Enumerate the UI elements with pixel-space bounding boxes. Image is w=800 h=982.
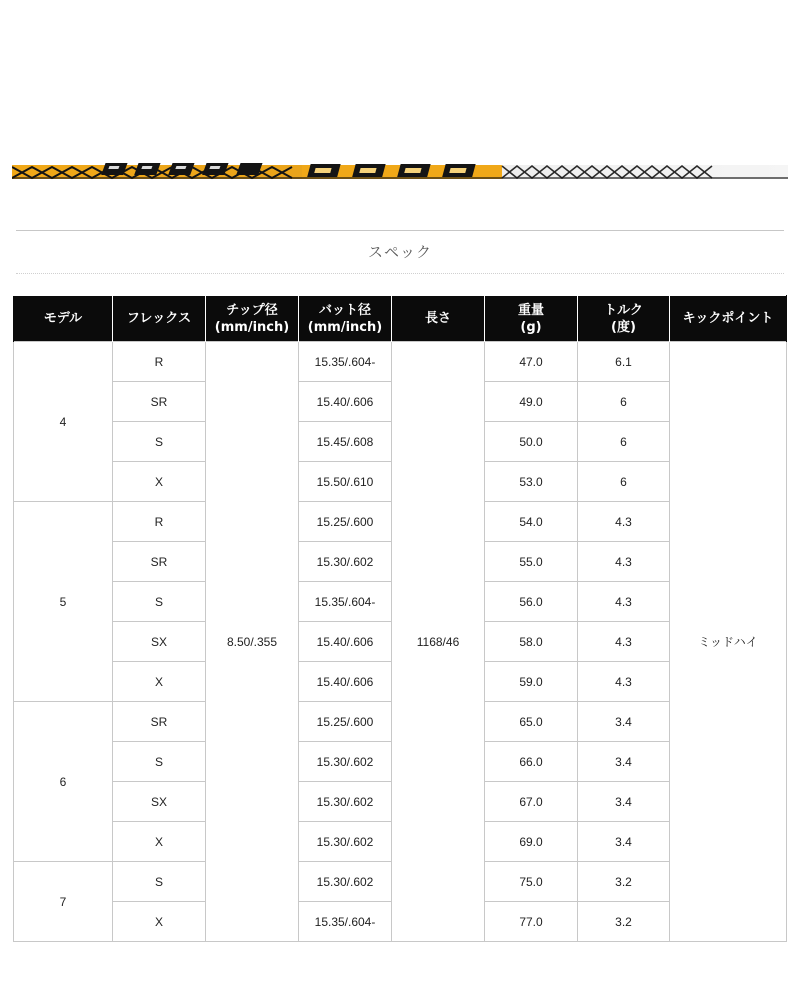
kick-point-cell: ミッドハイ xyxy=(670,342,787,942)
flex-cell: SX xyxy=(113,622,206,662)
model-cell: 4 xyxy=(14,342,113,502)
weight-cell: 56.0 xyxy=(485,582,578,622)
model-cell: 5 xyxy=(14,502,113,702)
section-title: スペック xyxy=(367,243,432,261)
butt-diameter-cell: 15.35/.604- xyxy=(299,342,392,382)
butt-diameter-cell: 15.30/.602 xyxy=(299,862,392,902)
butt-diameter-cell: 15.25/.600 xyxy=(299,702,392,742)
torque-cell: 3.2 xyxy=(578,862,670,902)
butt-diameter-cell: 15.30/.602 xyxy=(299,822,392,862)
header-model: モデル xyxy=(14,296,113,342)
weight-cell: 77.0 xyxy=(485,902,578,942)
weight-cell: 47.0 xyxy=(485,342,578,382)
torque-cell: 3.4 xyxy=(578,782,670,822)
butt-diameter-cell: 15.35/.604- xyxy=(299,902,392,942)
weight-cell: 55.0 xyxy=(485,542,578,582)
flex-cell: X xyxy=(113,902,206,942)
torque-cell: 3.4 xyxy=(578,702,670,742)
weight-cell: 53.0 xyxy=(485,462,578,502)
header-torque: トルク (度) xyxy=(578,296,670,342)
butt-diameter-cell: 15.30/.602 xyxy=(299,782,392,822)
butt-diameter-cell: 15.40/.606 xyxy=(299,382,392,422)
flex-cell: S xyxy=(113,742,206,782)
torque-cell: 4.3 xyxy=(578,582,670,622)
tip-diameter-cell: 8.50/.355 xyxy=(206,342,299,942)
spec-table-header-row xyxy=(14,296,787,342)
header-butt-diameter: バット径 (mm/inch) xyxy=(299,296,392,342)
torque-cell: 4.3 xyxy=(578,502,670,542)
weight-cell: 66.0 xyxy=(485,742,578,782)
butt-diameter-cell: 15.30/.602 xyxy=(299,542,392,582)
flex-cell: X xyxy=(113,662,206,702)
flex-cell: SR xyxy=(113,542,206,582)
flex-cell: S xyxy=(113,862,206,902)
weight-cell: 59.0 xyxy=(485,662,578,702)
flex-cell: SR xyxy=(113,382,206,422)
flex-cell: X xyxy=(113,462,206,502)
butt-diameter-cell: 15.25/.600 xyxy=(299,502,392,542)
torque-cell: 3.4 xyxy=(578,742,670,782)
flex-cell: S xyxy=(113,422,206,462)
table-row xyxy=(14,342,787,382)
flex-cell: R xyxy=(113,342,206,382)
butt-diameter-cell: 15.40/.606 xyxy=(299,622,392,662)
torque-cell: 3.2 xyxy=(578,902,670,942)
weight-cell: 54.0 xyxy=(485,502,578,542)
weight-cell: 69.0 xyxy=(485,822,578,862)
model-cell: 7 xyxy=(14,862,113,942)
flex-cell: R xyxy=(113,502,206,542)
header-weight: 重量 (g) xyxy=(485,296,578,342)
butt-diameter-cell: 15.30/.602 xyxy=(299,742,392,782)
header-length: 長さ xyxy=(392,296,485,342)
weight-cell: 67.0 xyxy=(485,782,578,822)
model-cell: 6 xyxy=(14,702,113,862)
flex-cell: SX xyxy=(113,782,206,822)
flex-cell: S xyxy=(113,582,206,622)
torque-cell: 6 xyxy=(578,382,670,422)
weight-cell: 49.0 xyxy=(485,382,578,422)
torque-cell: 4.3 xyxy=(578,542,670,582)
torque-cell: 6 xyxy=(578,462,670,502)
torque-cell: 6.1 xyxy=(578,342,670,382)
weight-cell: 75.0 xyxy=(485,862,578,902)
butt-diameter-cell: 15.40/.606 xyxy=(299,662,392,702)
weight-cell: 58.0 xyxy=(485,622,578,662)
butt-diameter-cell: 15.35/.604- xyxy=(299,582,392,622)
header-tip-diameter: チップ径 (mm/inch) xyxy=(206,296,299,342)
torque-cell: 6 xyxy=(578,422,670,462)
butt-diameter-cell: 15.45/.608 xyxy=(299,422,392,462)
butt-diameter-cell: 15.50/.610 xyxy=(299,462,392,502)
flex-cell: SR xyxy=(113,702,206,742)
torque-cell: 3.4 xyxy=(578,822,670,862)
header-kick-point: キックポイント xyxy=(670,296,787,342)
weight-cell: 50.0 xyxy=(485,422,578,462)
section-header xyxy=(16,230,784,274)
spec-table xyxy=(13,295,787,942)
torque-cell: 4.3 xyxy=(578,662,670,702)
torque-cell: 4.3 xyxy=(578,622,670,662)
flex-cell: X xyxy=(113,822,206,862)
weight-cell: 65.0 xyxy=(485,702,578,742)
length-cell: 1168/46 xyxy=(392,342,485,942)
shaft-banner-image xyxy=(12,159,788,185)
header-flex: フレックス xyxy=(113,296,206,342)
